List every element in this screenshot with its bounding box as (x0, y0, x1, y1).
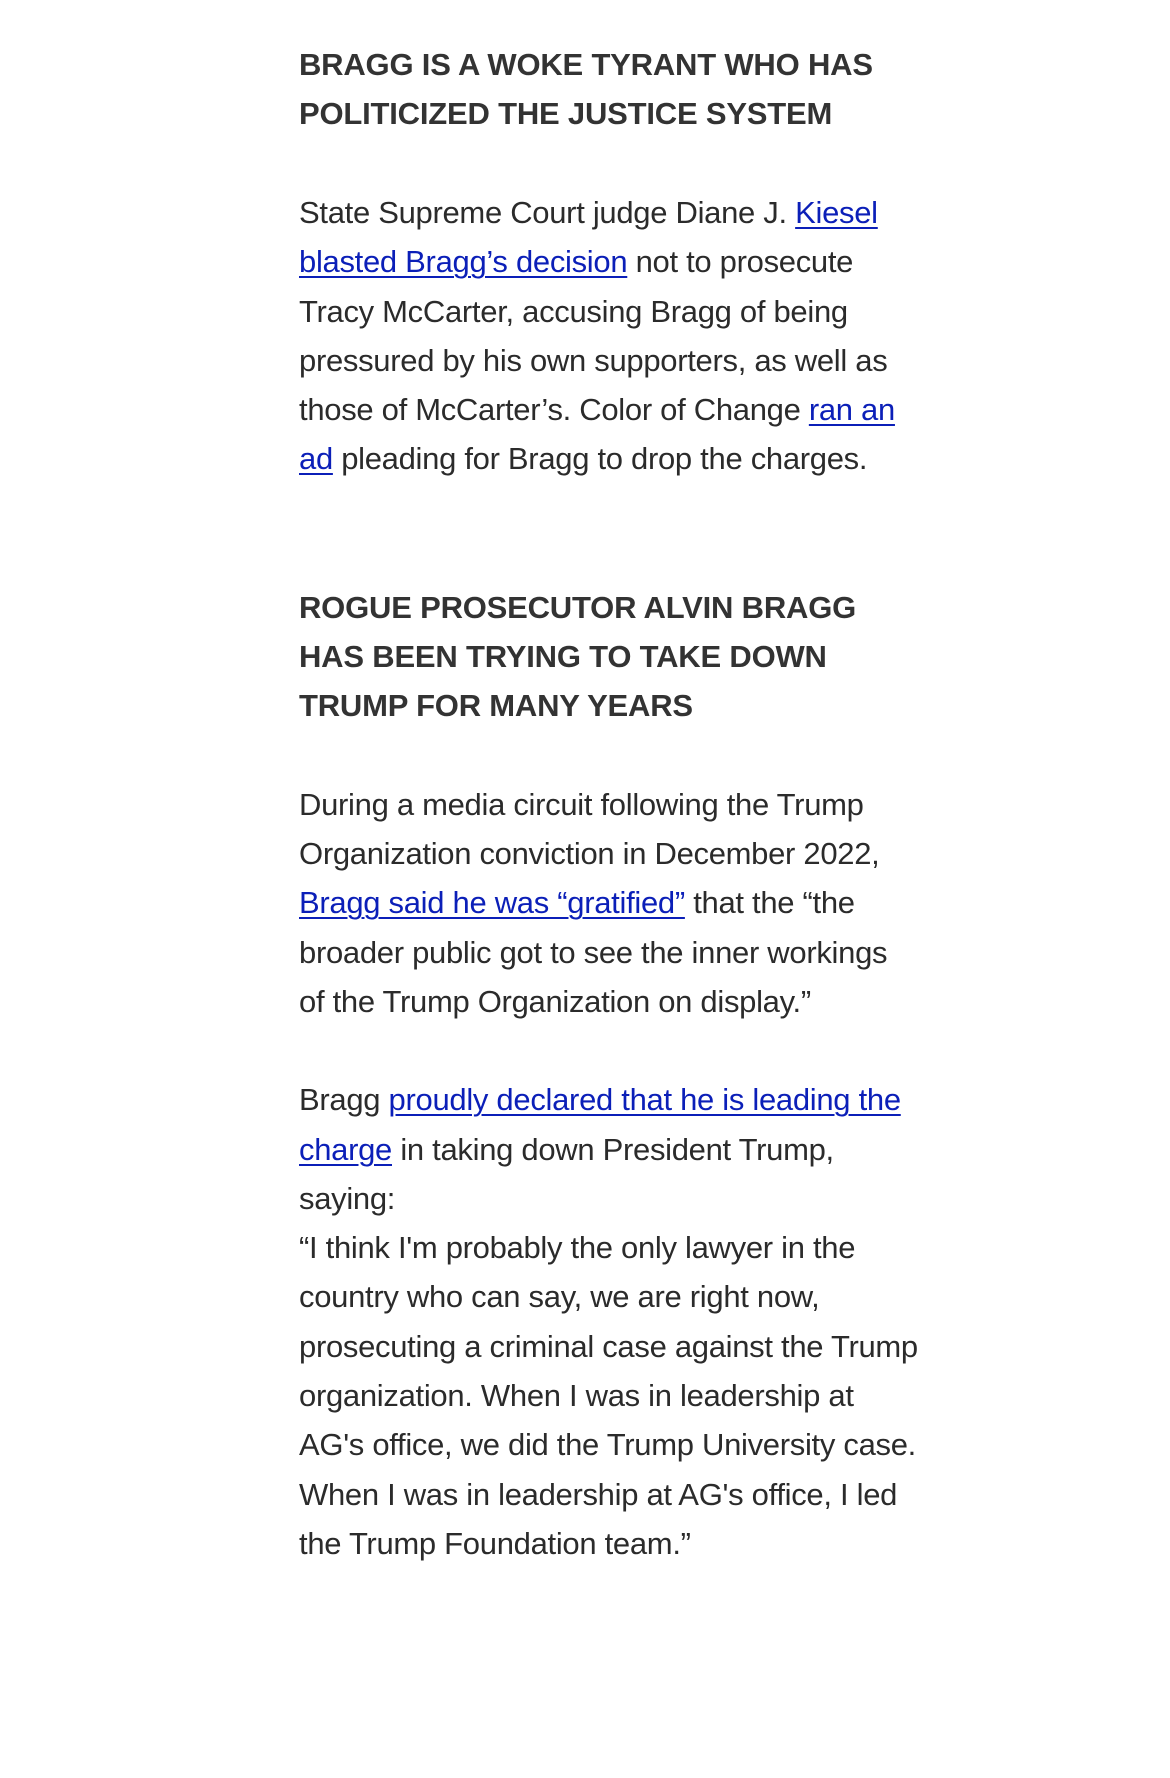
text-segment: During a media circuit following the Trump Organization conviction in December 2022, (299, 786, 880, 872)
section-heading-woke-tyrant: BRAGG IS A WOKE TYRANT WHO HAS POLITICIZED THE JUSTICE SYSTEM (299, 47, 873, 131)
article-body (299, 40, 919, 1568)
paragraph-leading-charge (299, 1075, 919, 1568)
text-segment: Bragg (299, 1082, 389, 1118)
text-segment: not to prosecute Tracy McCarter, accusing Bragg of being pressured by his own supporters, as well as those of McCarter’s. Color of Change (299, 244, 888, 428)
bragg-quote: “I think I'm probably the only lawyer in the country who can say, we are right now, prosecuting a criminal case against the Trump organization. When I was in leadership at AG's office, we did the Trump University case. When I was in leadership at AG's office, I led the Trump Foundation team.” (299, 1230, 918, 1561)
text-segment: in taking down President Trump, saying: (299, 1131, 834, 1216)
paragraph-media-circuit (299, 780, 919, 1026)
text-segment: pleading for Bragg to drop the charges. (332, 441, 868, 477)
link-kiesel-blasted[interactable]: Kiesel blasted Bragg’s decision (299, 195, 878, 280)
link-ran-an-ad[interactable]: ran an ad (299, 392, 895, 477)
text-segment: State Supreme Court judge Diane J. (299, 195, 796, 230)
link-proudly-declared[interactable]: proudly declared that he is leading the charge (299, 1082, 901, 1167)
section-heading-rogue-prosecutor: ROGUE PROSECUTOR ALVIN BRAGG HAS BEEN TRYING TO TAKE DOWN TRUMP FOR MANY YEARS (299, 589, 857, 723)
text-segment: that the “the broader public got to see the inner workings of the Trump Organization on display.” (299, 885, 888, 1019)
link-bragg-gratified[interactable]: Bragg said he was “gratified” (299, 885, 685, 921)
paragraph-kiesel (299, 188, 919, 484)
